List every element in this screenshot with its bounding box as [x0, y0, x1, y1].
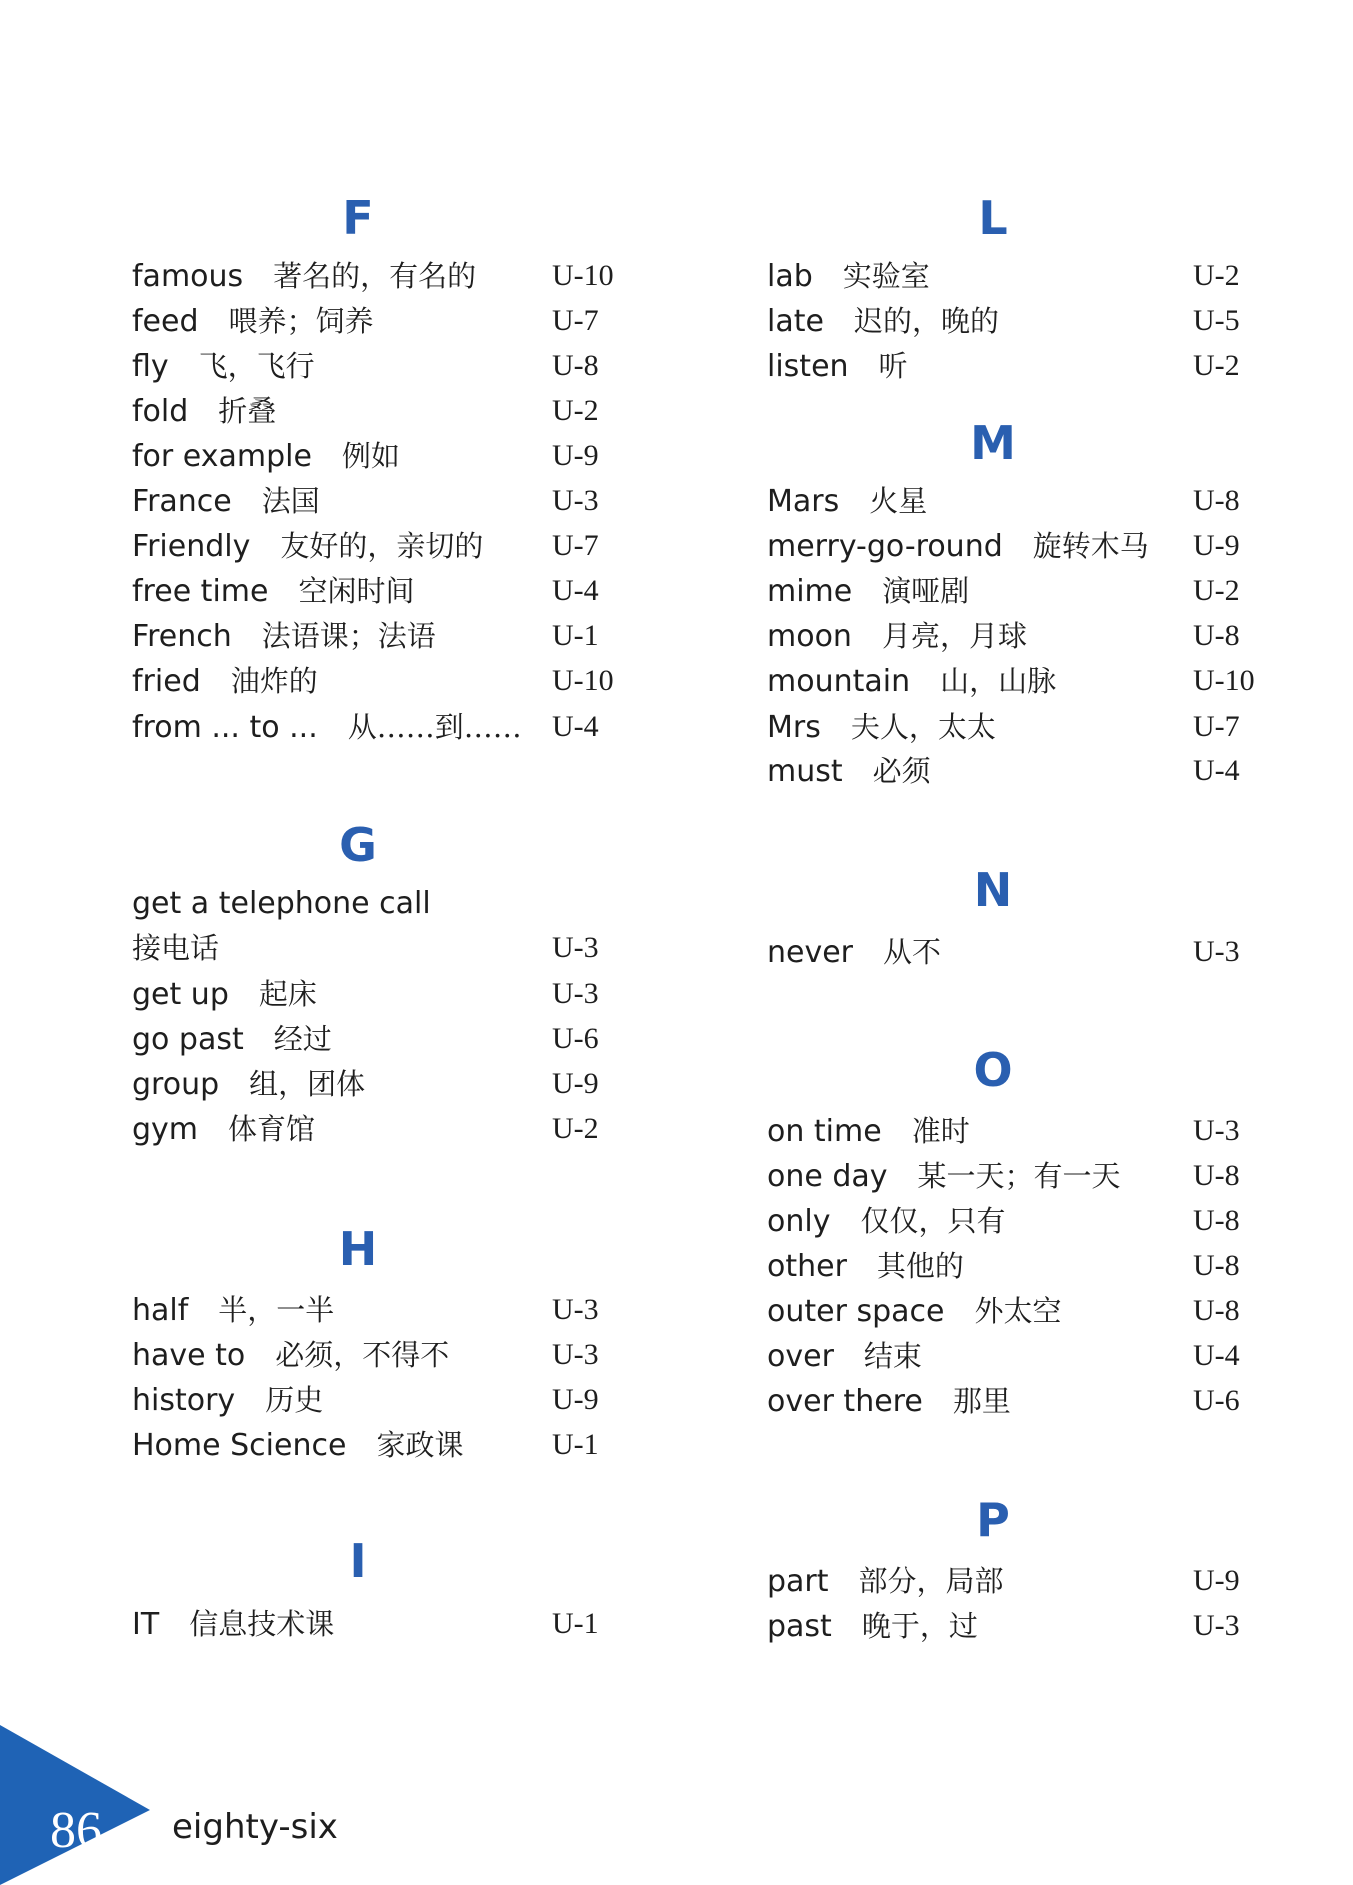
entry-chinese: 某一天；有一天 [917, 1159, 1121, 1193]
glossary-entry [132, 616, 436, 656]
glossary-entry [767, 1246, 964, 1286]
entry-english: group [132, 1067, 220, 1102]
entry-english: get up [132, 977, 229, 1012]
entry-unit: U-9 [1193, 529, 1240, 562]
entry-english: get a telephone call [132, 886, 431, 921]
entry-chinese: 体育馆 [228, 1112, 316, 1146]
entry-english: Mars [767, 484, 840, 519]
glossary-entry [767, 932, 941, 972]
entry-chinese: 仅仅，只有 [860, 1204, 1006, 1238]
entry-chinese: 那里 [952, 1384, 1011, 1418]
entry-unit: U-3 [552, 977, 599, 1010]
entry-chinese: 结束 [863, 1339, 922, 1373]
entry-english: half [132, 1293, 189, 1328]
entry-english: lab [767, 259, 813, 294]
entry-english: French [132, 619, 232, 654]
entry-english: history [132, 1383, 236, 1418]
entry-chinese: 演哑剧 [882, 574, 970, 608]
entry-chinese: 火星 [869, 484, 928, 518]
glossary-entry [767, 346, 908, 386]
entry-chinese: 夫人，太太 [850, 710, 996, 744]
glossary-entry [132, 526, 483, 566]
entry-unit: U-5 [1193, 304, 1240, 337]
glossary-entry [767, 1336, 922, 1376]
glossary-entry [132, 391, 276, 431]
entry-english: late [767, 304, 824, 339]
entry-chinese: 实验室 [842, 259, 930, 293]
entry-unit: U-8 [1193, 484, 1240, 517]
entry-english: other [767, 1249, 847, 1284]
entry-chinese: 接电话 [132, 931, 220, 965]
entry-unit: U-8 [1193, 1249, 1240, 1282]
entry-chinese: 外太空 [974, 1294, 1062, 1328]
glossary-entry [132, 1604, 334, 1644]
entry-english: free time [132, 574, 269, 609]
entry-unit: U-10 [552, 259, 614, 292]
entry-unit: U-7 [552, 304, 599, 337]
entry-english: Mrs [767, 710, 821, 745]
entry-chinese: 旋转木马 [1032, 529, 1149, 563]
entry-english: France [132, 484, 232, 519]
entry-english: feed [132, 304, 199, 339]
entry-chinese: 部分，局部 [858, 1564, 1004, 1598]
glossary-entry [132, 1380, 323, 1420]
entry-unit: U-2 [552, 394, 599, 427]
entry-unit: U-4 [1193, 754, 1240, 787]
glossary-entry [132, 1290, 334, 1330]
glossary-entry [132, 436, 400, 476]
entry-unit: U-2 [552, 1112, 599, 1145]
entry-chinese: 听 [878, 349, 908, 383]
entry-chinese: 迟的，晚的 [853, 304, 999, 338]
entry-unit: U-9 [552, 1067, 599, 1100]
entry-chinese: 其他的 [876, 1249, 964, 1283]
glossary-entry [767, 707, 996, 747]
entry-chinese: 法国 [261, 484, 320, 518]
entry-unit: U-8 [1193, 619, 1240, 652]
glossary-entry [132, 1064, 365, 1104]
entry-chinese: 历史 [265, 1383, 324, 1417]
glossary-entry [767, 481, 927, 521]
glossary-entry [767, 616, 1027, 656]
entry-chinese: 空闲时间 [298, 574, 415, 608]
entry-english: merry-go-round [767, 529, 1003, 564]
glossary-entry [132, 481, 320, 521]
entry-chinese: 准时 [911, 1114, 970, 1148]
entry-english: mime [767, 574, 853, 609]
entry-english: moon [767, 619, 852, 654]
entry-english: on time [767, 1114, 882, 1149]
glossary-entry [767, 1291, 1061, 1331]
entry-chinese: 法语课；法语 [261, 619, 436, 653]
entry-english: over [767, 1339, 834, 1374]
section-letter-o: O [973, 1043, 1013, 1097]
entry-chinese: 飞，飞行 [198, 349, 315, 383]
entry-unit: U-8 [1193, 1204, 1240, 1237]
entry-chinese: 著名的，有名的 [273, 259, 477, 293]
glossary-entry [132, 974, 317, 1014]
entry-chinese: 从不 [883, 935, 942, 969]
glossary-entry [767, 1201, 1005, 1241]
entry-english: only [767, 1204, 831, 1239]
glossary-entry [132, 1335, 449, 1375]
glossary-entry [132, 571, 414, 611]
glossary-entry [767, 1381, 1011, 1421]
entry-chinese: 组，团体 [249, 1067, 366, 1101]
page-number-word: eighty-six [172, 1807, 338, 1847]
glossary-entry [132, 884, 431, 924]
entry-unit: U-9 [552, 1383, 599, 1416]
glossary-entry [132, 301, 374, 341]
entry-unit: U-3 [552, 931, 599, 964]
entry-english: listen [767, 349, 849, 384]
entry-unit: U-8 [552, 349, 599, 382]
section-letter-g: G [339, 818, 377, 872]
entry-english: mountain [767, 664, 911, 699]
entry-english: fried [132, 664, 201, 699]
entry-english: IT [132, 1607, 160, 1642]
entry-unit: U-6 [1193, 1384, 1240, 1417]
entry-chinese: 晚于，过 [861, 1609, 978, 1643]
entry-english: one day [767, 1159, 888, 1194]
glossary-entry [767, 571, 969, 611]
glossary-entry [767, 1561, 1004, 1601]
page-footer [0, 1725, 400, 1885]
entry-unit: U-3 [1193, 1609, 1240, 1642]
entry-chinese: 信息技术课 [189, 1607, 335, 1641]
section-letter-l: L [978, 191, 1008, 245]
entry-chinese: 必须，不得不 [275, 1338, 450, 1372]
entry-english: part [767, 1564, 829, 1599]
glossary-entry [767, 1156, 1121, 1196]
entry-english: have to [132, 1338, 246, 1373]
entry-unit: U-3 [552, 484, 599, 517]
entry-unit: U-2 [1193, 349, 1240, 382]
entry-chinese: 月亮，月球 [881, 619, 1027, 653]
glossary-entry [767, 661, 1056, 701]
entry-english: for example [132, 439, 312, 474]
entry-english: over there [767, 1384, 923, 1419]
glossary-entry [132, 661, 318, 701]
entry-unit: U-2 [1193, 259, 1240, 292]
entry-unit: U-8 [1193, 1294, 1240, 1327]
entry-english: outer space [767, 1294, 945, 1329]
entry-unit: U-3 [1193, 935, 1240, 968]
glossary-entry-continued [132, 928, 219, 968]
entry-english: fly [132, 349, 169, 384]
entry-unit: U-4 [552, 710, 599, 743]
glossary-entry [767, 751, 931, 791]
entry-unit: U-7 [1193, 710, 1240, 743]
entry-unit: U-8 [1193, 1159, 1240, 1192]
entry-english: Home Science [132, 1428, 347, 1463]
entry-english: go past [132, 1022, 244, 1057]
entry-unit: U-1 [552, 1428, 599, 1461]
entry-unit: U-3 [1193, 1114, 1240, 1147]
section-letter-p: P [976, 1493, 1010, 1547]
entry-chinese: 油炸的 [230, 664, 318, 698]
entry-chinese: 半，一半 [218, 1293, 335, 1327]
entry-unit: U-3 [552, 1338, 599, 1371]
entry-chinese: 从……到…… [347, 710, 522, 744]
entry-unit: U-10 [552, 664, 614, 697]
glossary-entry [767, 256, 930, 296]
glossary-entry [767, 1606, 978, 1646]
section-letter-i: I [349, 1534, 367, 1588]
entry-chinese: 必须 [872, 754, 931, 788]
entry-chinese: 友好的，亲切的 [280, 529, 484, 563]
page-number: 86 [50, 1802, 102, 1859]
entry-unit: U-6 [552, 1022, 599, 1055]
entry-unit: U-1 [552, 619, 599, 652]
entry-english: never [767, 935, 854, 970]
entry-unit: U-7 [552, 529, 599, 562]
entry-unit: U-10 [1193, 664, 1255, 697]
entry-unit: U-3 [552, 1293, 599, 1326]
glossary-entry [132, 707, 522, 747]
section-letter-f: F [342, 191, 374, 245]
entry-english: famous [132, 259, 244, 294]
entry-english: must [767, 754, 843, 789]
entry-english: past [767, 1609, 832, 1644]
glossary-entry [132, 1425, 463, 1465]
entry-unit: U-4 [552, 574, 599, 607]
glossary-entry [132, 256, 476, 296]
glossary-entry [767, 526, 1149, 566]
section-letter-n: N [973, 863, 1013, 917]
entry-unit: U-2 [1193, 574, 1240, 607]
section-letter-m: M [970, 416, 1016, 470]
glossary-entry [767, 1111, 970, 1151]
entry-unit: U-9 [552, 439, 599, 472]
entry-chinese: 例如 [341, 439, 400, 473]
entry-chinese: 折叠 [218, 394, 277, 428]
entry-unit: U-9 [1193, 1564, 1240, 1597]
entry-english: gym [132, 1112, 199, 1147]
entry-chinese: 山，山脉 [940, 664, 1057, 698]
section-letter-h: H [338, 1222, 378, 1276]
entry-english: Friendly [132, 529, 251, 564]
glossary-entry [132, 1019, 332, 1059]
entry-unit: U-1 [552, 1607, 599, 1640]
entry-chinese: 家政课 [376, 1428, 464, 1462]
entry-chinese: 经过 [273, 1022, 332, 1056]
entry-chinese: 喂养；饲养 [228, 304, 374, 338]
entry-english: fold [132, 394, 189, 429]
glossary-entry [767, 301, 999, 341]
glossary-entry [132, 1109, 315, 1149]
glossary-entry [132, 346, 315, 386]
entry-unit: U-4 [1193, 1339, 1240, 1372]
entry-english: from ... to ... [132, 710, 318, 745]
entry-chinese: 起床 [258, 977, 317, 1011]
